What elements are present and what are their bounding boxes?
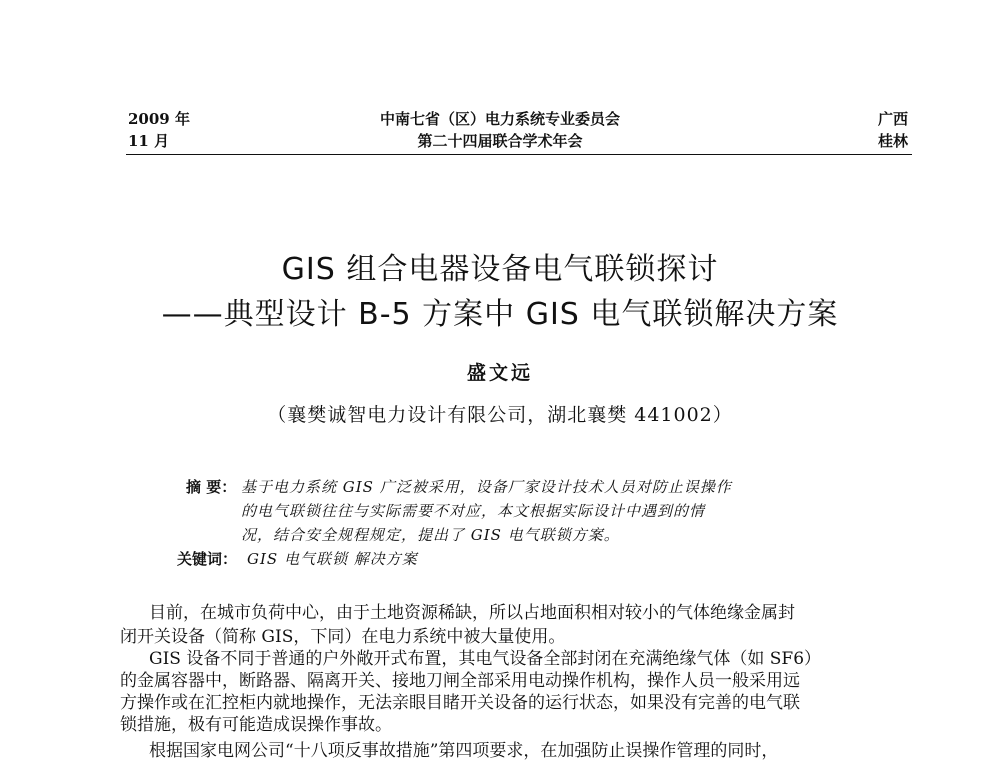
abstract-label: 摘 要： [186,478,237,496]
header-conference-line2: 第二十四届联合学术年会 [417,132,583,150]
header-location-line2: 桂林 [877,132,908,150]
body-line: GIS 设备不同于普通的户外敞开式布置，其电气设备全部封闭在充满绝缘气体（如 SF6） [149,649,822,669]
body-line: 根据国家电网公司“十八项反事故措施”第四项要求，在加强防止误操作管理的同时， [149,741,779,761]
header-conference-line1: 中南七省（区）电力系统专业委员会 [379,110,620,128]
keywords-label: 关键词： [177,550,238,568]
header-conference [300,108,700,152]
author: 盛文远 [466,362,533,384]
paper-subtitle: ——典型设计 B-5 方案中 GIS 电气联锁解决方案 [161,297,839,332]
paper-title: GIS 组合电器设备电气联锁探讨 [281,252,719,287]
keywords-value: GIS 电气联锁 解决方案 [247,550,418,568]
abstract-line: 的电气联锁往往与实际需要不对应，本文根据实际设计中遇到的情 [241,502,706,520]
header-month: 11 月 [128,132,170,150]
affiliation: （襄樊诚智电力设计有限公司，湖北襄樊 441002） [267,404,733,426]
header-location [800,108,908,152]
body-line: 目前，在城市负荷中心，由于土地资源稀缺，所以占地面积相对较小的气体绝缘金属封 [149,603,795,623]
body-line: 方操作或在汇控柜内就地操作，无法亲眼目睹开关设备的运行状态，如果没有完善的电气联 [120,693,800,713]
header-rule [126,154,912,155]
abstract-line: 基于电力系统 GIS 广泛被采用，设备厂家设计技术人员对防止误操作 [241,478,732,496]
body-line: 的金属容器中，断路器、隔离开关、接地刀闸全部采用电动操作机构，操作人员一般采用远 [120,671,800,691]
header-date [128,108,190,152]
header-location-line1: 广西 [877,110,908,128]
header-year: 2009 年 [128,110,190,128]
abstract-line: 况，结合安全规程规定，提出了 GIS 电气联锁方案。 [241,526,620,544]
body-line: 锁措施，极有可能造成误操作事故。 [120,715,392,735]
body-line: 闭开关设备（简称 GIS，下同）在电力系统中被大量使用。 [120,627,566,647]
